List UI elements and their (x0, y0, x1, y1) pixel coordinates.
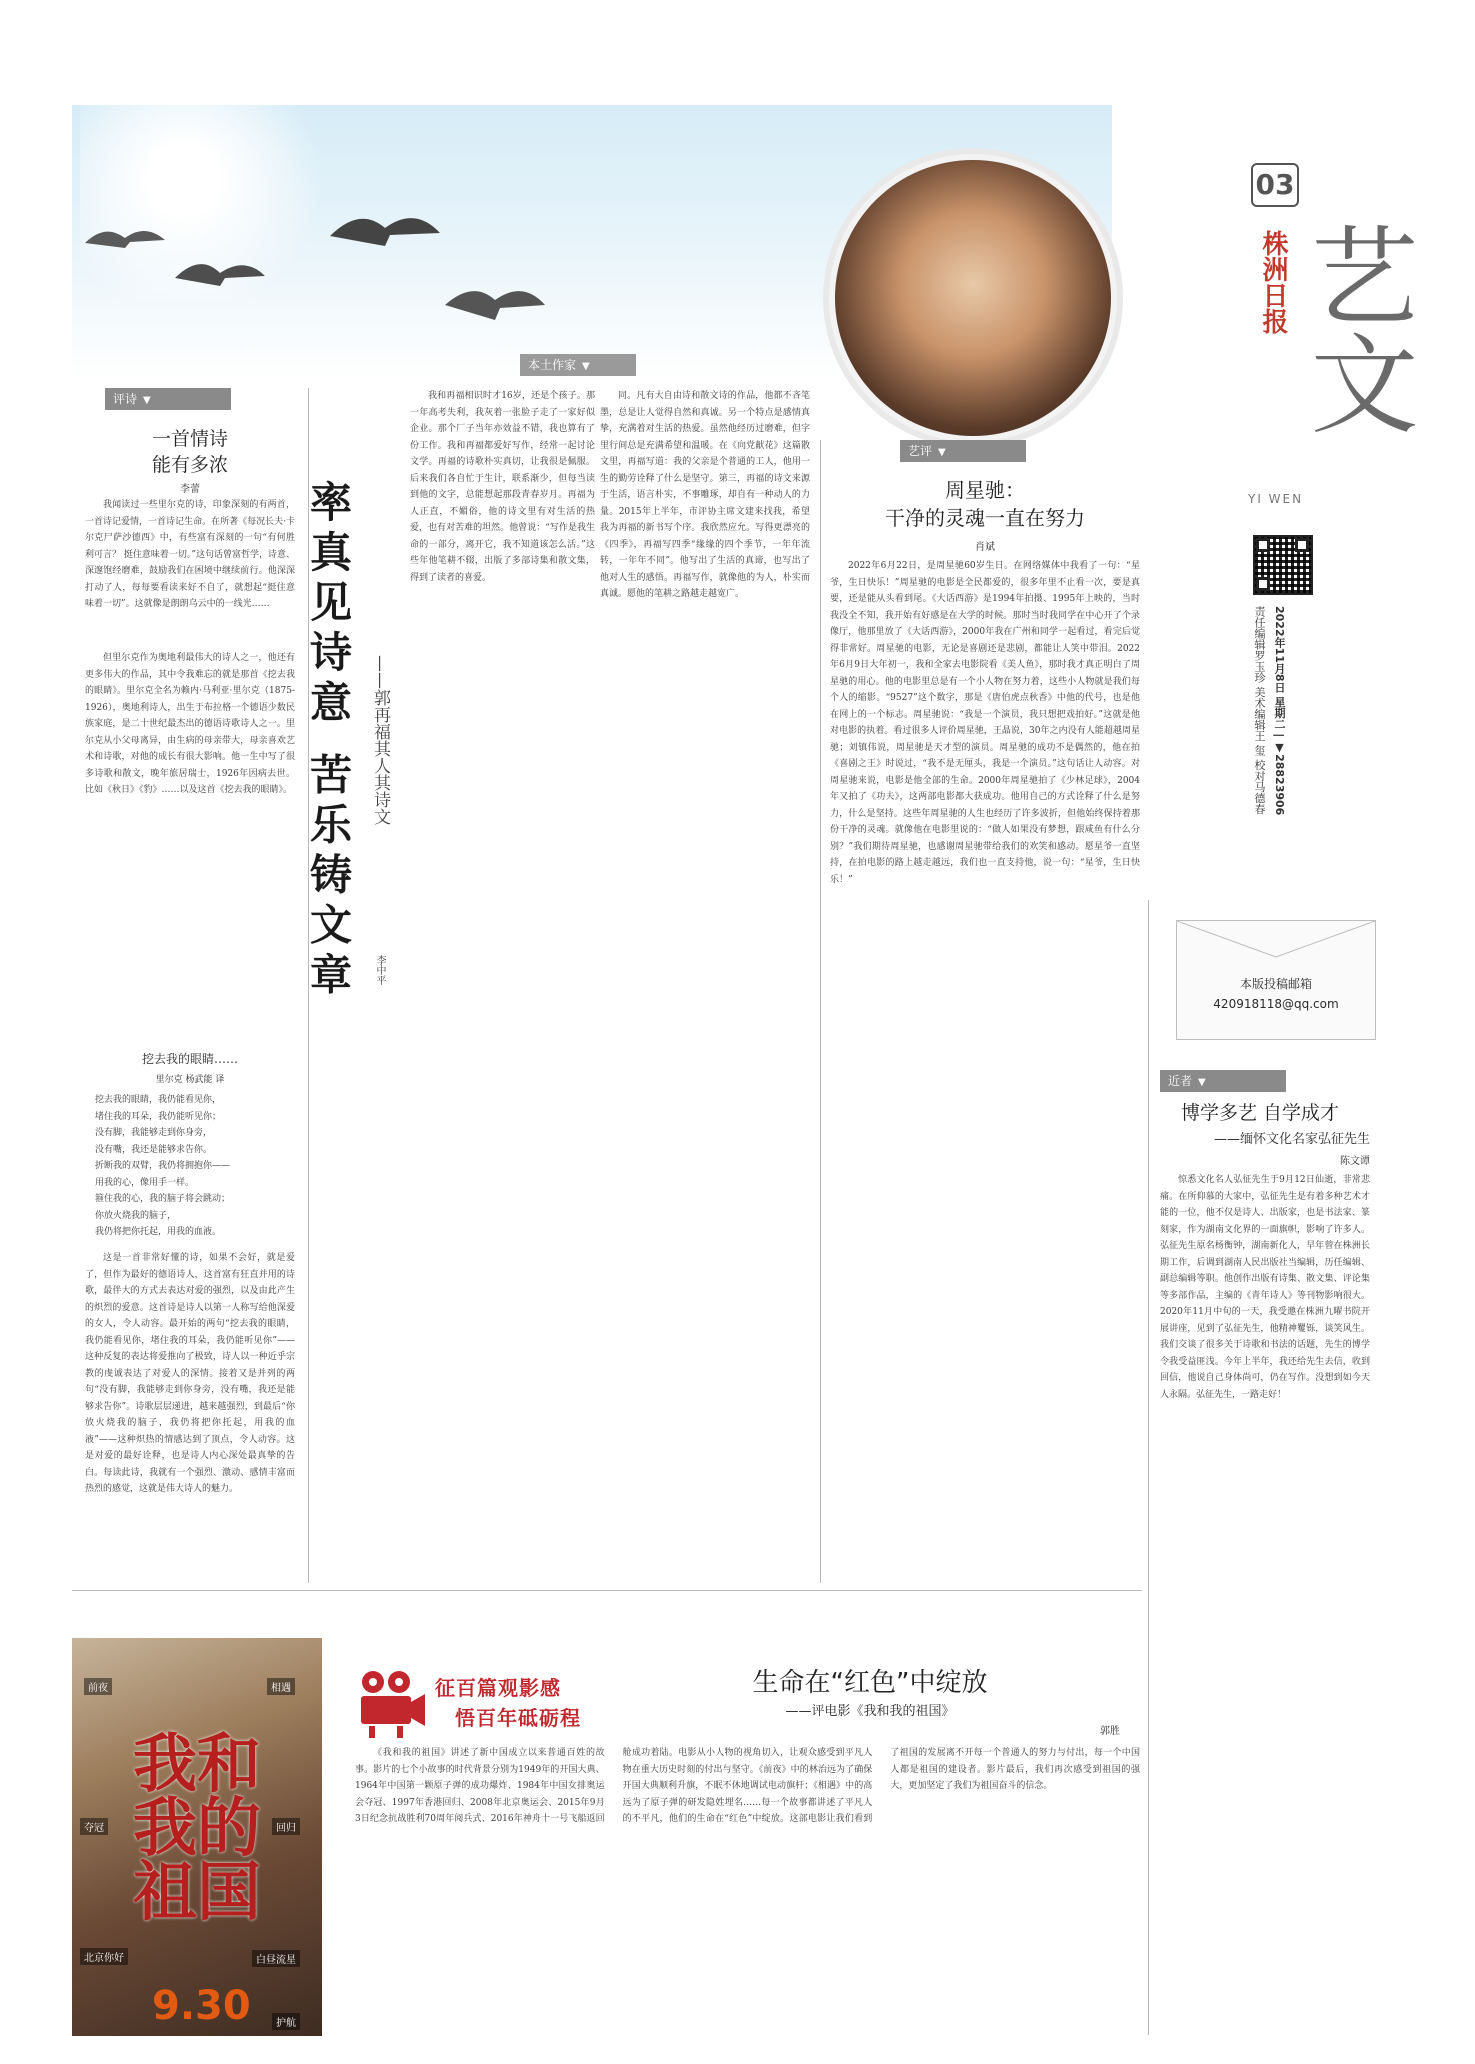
review-tag: 评诗 ▼ (105, 388, 231, 410)
qr-corner (1256, 577, 1270, 591)
article-paragraph: 这是一首非常好懂的诗，如果不会好，就是爱了，但作为最好的德语诗人，这首富有狂直并用的诗歌，最伴大的方式去表达对爱的强烈，以及由此产生的炽烈的爱意。这首诗是诗人以第一人称写给他深爱的女人，令人动容。最开始的两句“挖去我的眼睛，我仍能看见你，堵住我的耳朵，我仍能听见你”——这种反复的表达将爱推向了极致，诗人以一种近乎宗教的虔诚表达了对爱人的深情。接着又是并列的两句“没有脚，我能够走到你身旁，没有嘴，我还是能够求告你”。诗歌层层递进，越来越强烈，到最后“你放火烧我的脑子，我仍将把你托起，用我的血液”——这种炽热的情感达到了顶点，令人动容。这是对爱的最好诠释，也是诗人内心深处最真挚的告白。每读此诗，我就有一个强烈、激动、感情丰富而热烈的感觉，这就是伟大诗人的魅力。 (85, 1253, 295, 1494)
article-subtitle: ——缅怀文化名家弘征先生 (1213, 1132, 1370, 1147)
page-number: 03 (1251, 163, 1299, 207)
banner-line: 征百篇观影感 (435, 1676, 561, 1700)
poster-label: 白昼流星 (252, 1950, 300, 1967)
qr-corner (1295, 538, 1309, 552)
article-paragraph: 我闻读过一些里尔克的诗，印象深刻的有两首，一首诗记爱情，一首诗记生命。在所著《每况长夫·卡尔克尸萨沙德西》中，有些富有深刻的一句“有何胜利可言？ 挺住意味着一切。”这句话曾富哲学，诗意、深邃饱经磨难，鼓励我们在困境中继续前行。他深深打动了人，每每要看读来好不自了，就想起“挺住意味着一切”。这就像是朗朗乌云中的一线光…… (85, 500, 295, 609)
envelope-label: 本版投稿邮箱 (1239, 977, 1312, 991)
poster-release-date: 9.30 (152, 1983, 251, 2029)
feature-author: 李中平 (374, 955, 385, 985)
feature-text: 我和再福相识时才16岁，还是个孩子。那一年高考失利，我灰着一张脸子走了一家好似企业。那个厂子当年亦效益不错，我也算有了份工作。我和再福都爱好写作，经常一起讨论文学。再福的诗歌朴实真切，让我很是佩服。后来我们各自忙于生计，联系渐少，但每当读到他的文字，总能想起那段青春岁月。再福为人正直，不媚俗，他的诗文里有对生活的热爱，也有对苦难的坦然。他曾说：“写作是我生命的一部分，离开它，我不知道该怎么活。”这些年他笔耕不辍，出版了多部诗集和散文集，得到了读者的喜爱。 (410, 391, 595, 583)
column-divider (1148, 900, 1149, 2035)
section-title: 艺文 (1292, 220, 1417, 436)
poster-label: 护航 (272, 2013, 300, 2030)
crane-icon (85, 218, 165, 262)
qr-corner (1256, 538, 1270, 552)
review-body: 《我和我的祖国》讲述了新中国成立以来普通百姓的故事。影片的七个小故事的时代背景分别为1949年的开国大典、1964年中国第一颗原子弹的成功爆炸、1984年中国女排奥运会夺冠、1997年香港回归、2008年北京奥运会、2015年9月3日纪念抗战胜利70周年阅兵式、2016年神舟十一号飞船返回舱成功着陆。电影从小人物的视角切入，让观众感受到平凡人物在重大历史时刻的付出与坚守。《前夜》中的林治远为了确保开国大典顺利升旗，不眠不休地调试电动旗杆；《相遇》中的高远为了原子弹的研发隐姓埋名……每一个故事都讲述了平凡人的不平凡，他们的生命在“红色”中绽放。这部电影让我们看到了祖国的发展离不开每一个普通人的努力与付出，每一个中国人都是祖国的建设者。影片最后，我们再次感受到祖国的强大，更加坚定了我们为祖国奋斗的信念。 (355, 1748, 1140, 1824)
art-review-tag: 艺评 ▼ (900, 440, 1026, 462)
section-pinyin: YI WEN (1248, 492, 1304, 506)
zhou-xingchi-portrait (835, 160, 1111, 436)
poster-label: 相遇 (267, 1678, 295, 1695)
review-subtitle: ——评电影《我和我的祖国》 (785, 1704, 955, 1719)
article-title: 周星驰： 干净的灵魂一直在努力 (885, 478, 1085, 530)
feature-subtitle: ——郭再福其人其诗文 (370, 655, 390, 825)
crane-icon (175, 248, 265, 302)
crane-icon (330, 198, 440, 262)
editors-line: 责任编辑罗玉珍 美术编辑王 玺 校对马德春 (1253, 606, 1266, 815)
feature-text-continued: 同。凡有大自由诗和散文诗的作品，他都不吝笔墨，总是让人觉得自然和真诚。另一个特点是感情真挚，充满着对生活的热爱。虽然他经历过磨难，但字里行间总是充满希望和温暖。在《向党献花》这篇散文里，再福写道：我的父亲是个普通的工人，他用一生的勤劳诠释了什么是坚守。第三，再福的诗文来源于生活，语言朴实，不事雕琢，却自有一种动人的力量。2015年上半年，市评协主席文建来找我，希望我为再福的新书写个序。我欣然应允。写得更漂亮的《四季》，再福写四季“缘缘的四个季节，一年年流转，一年年不同”。他写出了生活的真谛，也写出了他对人生的感悟。再福写作，就像他的为人，朴实而真诚。愿他的笔耕之路越走越宽广。 (600, 391, 810, 599)
recent-tag: 近者 ▼ (1160, 1070, 1286, 1092)
article-body: 惊悉文化名人弘征先生于9月12日仙逝，非常悲痛。在所仰慕的大家中，弘征先生是有着多种艺术才能的一位，他不仅是诗人、出版家，也是书法家、篆刻家，作为湖南文化界的一面旗帜，影响了许多人。弘征先生原名杨衡钟，湖南新化人，早年曾在株洲长期工作，后调到湖南人民出版社当编辑，历任编辑、副总编辑等职。他创作出版有诗集、散文集、评论集等多部作品，主编的《青年诗人》等刊物影响很大。2020年11月中旬的一天，我受邀在株洲九曜书院开展讲座，见到了弘征先生，他精神矍铄，谈笑风生。我们交谈了很多关于诗歌和书法的话题，先生的博学令我受益匪浅。今年上半年，我还给先生去信，收到回信，他说自己身体尚可，仍在写作。没想到如今天人永隔。弘征先生，一路走好！ (1160, 1175, 1370, 1400)
film-camera-icon (355, 1668, 427, 1744)
banner-line: 悟百年砥砺程 (455, 1706, 581, 1730)
poster-title: 我和我的祖国 (133, 1727, 261, 1930)
article-title: 博学多艺 自学成才 (1180, 1102, 1340, 1124)
poster-label: 回归 (272, 1818, 300, 1835)
poster-label: 前夜 (84, 1678, 112, 1695)
date-line: 2022年11月8日 星期二 | ▼28823906 (1273, 606, 1286, 816)
column-divider (820, 440, 821, 1583)
poster-label: 北京你好 (80, 1948, 128, 1965)
crane-icon (445, 270, 545, 334)
poster-label: 夺冠 (80, 1818, 108, 1835)
submission-envelope (1176, 920, 1376, 1040)
review-author: 郭胜 (1100, 1726, 1120, 1737)
article-author: 陈文谭 (1340, 1156, 1370, 1167)
article-author: 李蕾 (180, 484, 200, 495)
envelope-flap-icon (1177, 921, 1375, 961)
section-divider (72, 1590, 1142, 1591)
poem-credit: 里尔克 杨武能 译 (155, 1075, 225, 1085)
article-paragraph: 但里尔克作为奥地利最伟大的诗人之一，他还有更多伟大的作品，其中令我难忘的就是那首《挖去我的眼睛》。里尔克全名为赖内·马利亚·里尔克（1875-1926），奥地利诗人，出生于布拉格一个德语少数民族家庭，是二十世纪最杰出的德语诗歌诗人之一。里尔克从小父母离异，由生病的母亲带大，母亲喜欢艺术和诗歌，对他的成长有很大影响。他一生中写了很多诗歌和散文，晚年旅居瑞士，1926年因病去世。比如《秋日》《豹》……以及这首《挖去我的眼睛》。 (85, 653, 295, 795)
article-author: 肖斌 (975, 542, 995, 553)
review-title: 生命在“红色”中绽放 (752, 1668, 988, 1698)
paper-name-logo: 株洲日报 (1258, 230, 1288, 334)
feature-title: 率真见诗意 苦乐铸文章 (304, 480, 353, 1003)
poem-text: 挖去我的眼睛，我仍能看见你， 堵住我的耳朵，我仍能听见你； 没有脚，我能够走到你身旁， 没有嘴，我还是能够求告你。 折断我的双臂，我仍将拥抱你—— 用我的心，像用手一样。 箍住我的心，我的脑子将会跳动； 你放火烧我的脑子， 我仍将把你托起，用我的血液。 (95, 1095, 231, 1237)
article-title: 一首情诗 能有多浓 (151, 428, 228, 476)
poem-title: 挖去我的眼睛…… (141, 1052, 238, 1066)
article-body: 2022年6月22日，是周星驰60岁生日。在网络媒体中我看了一句：“星爷，生日快乐！”周星驰的电影是全民都爱的，很多年里不止看一次，要是真要，还是能从头看到尾。《大话西游》是1994年拍摄、1995年上映的，当时我没全不知，我开始有好感是在大学的时候。那时当时我同学在中心开了个录像厅，他那里放了《大话西游》，2000年我在广州和同学一起看过，看完后觉得非常好。周星驰的电影，无论是喜剧还是悲剧，都能让人笑中带泪。2022年6月9日大年初一，我和全家去电影院看《美人鱼》，那时我才真正明白了周星驰的用心。他的电影里总是有一个小人物在努力着，这些小人物就是我们每个人的缩影。“9527”这个数字，那是《唐伯虎点秋香》中他的代号，也是他在网上的一个标志。周星驰说：“我是一个演员，我只想把戏拍好。”这就是他对电影的执着。看过很多人评价周星驰，王晶说，30年之内没有人能超越周星驰；刘镇伟说，周星驰是天才型的演员。周星驰的成功不是偶然的，他在拍《喜剧之王》时说过，“我不是无厘头，我是一个演员。”这句话让人动容。对周星驰来说，电影是他全部的生命。2000年周星驰拍了《少林足球》，2004年又拍了《功夫》，这两部电影都大获成功。他用自己的方式诠释了什么是努力，什么是坚持。这些年周星驰的人生也经历了许多波折，但他始终保持着那份干净的灵魂。就像他在电影里说的：“做人如果没有梦想，跟咸鱼有什么分别？”我们期待周星驰，也感谢周星驰带给我们的欢笑和感动。愿星爷一直坚持，在拍电影的路上越走越远，我们也一直支持他，说一句：“星爷，生日快乐！” (830, 561, 1140, 885)
movie-poster-image (72, 1638, 322, 2036)
submission-email[interactable]: 420918118@qq.com (1213, 997, 1339, 1011)
local-writer-tag: 本土作家 ▼ (520, 354, 636, 376)
